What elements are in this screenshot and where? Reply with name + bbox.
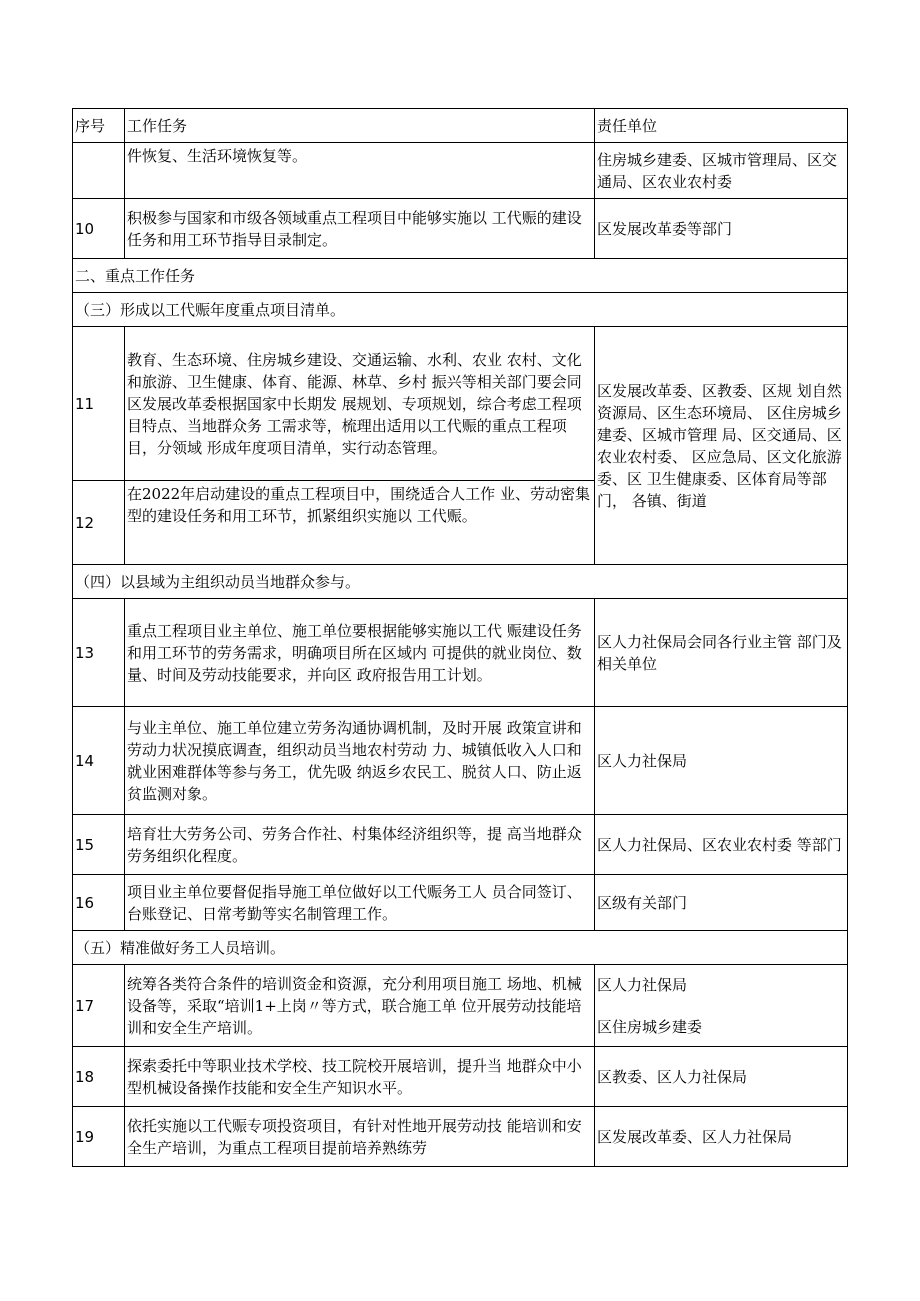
table-header-row — [73, 109, 848, 143]
subsection-heading: （五）精准做好务工人员培训。 — [73, 931, 848, 965]
row-task: 统筹各类符合条件的培训资金和资源，充分利用项目施工 场地、机械设备等，采取“培训1+上岗〃等方式，联合施工单 位开展劳动技能培训和安全生产培训。 — [125, 965, 595, 1047]
row-task: 依托实施以工代赈专项投资项目，有针对性地开展劳动技 能培训和安全生产培训，为重点工程项目提前培养熟练劳 — [125, 1107, 595, 1167]
table-row — [73, 143, 848, 199]
table-row — [73, 327, 848, 481]
row-no: 10 — [73, 199, 125, 259]
table-row — [73, 599, 848, 707]
row-task: 培育壮大劳务公司、劳务合作社、村集体经济组织等，提 高当地群众劳务组织化程度。 — [125, 815, 595, 875]
row-unit-line: 区人力社保局 — [597, 975, 688, 994]
row-no: 15 — [73, 815, 125, 875]
row-task: 积极参与国家和市级各领域重点工程项目中能够实施以 工代赈的建设任务和用工环节指导目录制定。 — [125, 199, 595, 259]
row-unit: 区发展改革委、区人力社保局 — [595, 1107, 848, 1167]
header-no: 序号 — [73, 109, 125, 143]
row-unit-line: 区住房城乡建委 — [597, 1017, 703, 1036]
row-unit: 区教委、区人力社保局 — [595, 1047, 848, 1107]
row-task: 项目业主单位要督促指导施工单位做好以工代赈务工人 员合同签订、台账登记、日常考勤等实名制管理工作。 — [125, 875, 595, 931]
row-unit: 区级有关部门 — [595, 875, 848, 931]
table-row — [73, 707, 848, 815]
row-no: 14 — [73, 707, 125, 815]
header-unit: 责任单位 — [595, 109, 848, 143]
row-unit: 住房城乡建委、区城市管理局、区交通局、区农业农村委 — [595, 143, 848, 199]
row-task: 在2022年启动建设的重点工程项目中，围绕适合人工作 业、劳动密集型的建设任务和用工环节，抓紧组织实施以 工代赈。 — [125, 481, 595, 565]
row-no: 13 — [73, 599, 125, 707]
row-task: 与业主单位、施工单位建立劳务沟通协调机制，及时开展 政策宣讲和劳动力状况摸底调查，组织动员当地农村劳动 力、城镇低收入人口和就业困难群体等参与务工，优先吸 纳返乡农民工、脱贫人口、防止返贫监测对象。 — [125, 707, 595, 815]
spacer — [597, 996, 845, 1016]
row-unit: 区人力社保局、区农业农村委 等部门 — [595, 815, 848, 875]
row-no: 16 — [73, 875, 125, 931]
section-heading-row — [73, 259, 848, 293]
section-heading: 二、重点工作任务 — [73, 259, 848, 293]
row-task: 件恢复、生活环境恢复等。 — [125, 143, 595, 199]
row-unit: 区人力社保局 — [595, 707, 848, 815]
row-no: 11 — [73, 327, 125, 481]
row-unit: 区人力社保局会同各行业主管 部门及相关单位 — [595, 599, 848, 707]
subsection-heading: （四）以县域为主组织动员当地群众参与。 — [73, 565, 848, 599]
row-task: 重点工程项目业主单位、施工单位要根据能够实施以工代 赈建设任务和用工环节的劳务需求，明确项目所在区域内 可提供的就业岗位、数量、时间及劳动技能要求，并向区 政府报告用工计划。 — [125, 599, 595, 707]
subsection-row — [73, 565, 848, 599]
table-row — [73, 1107, 848, 1167]
subsection-row — [73, 293, 848, 327]
row-task: 探索委托中等职业技术学校、技工院校开展培训，提升当 地群众中小型机械设备操作技能和安全生产知识水平。 — [125, 1047, 595, 1107]
table-row — [73, 1047, 848, 1107]
row-unit — [595, 965, 848, 1047]
row-no: 18 — [73, 1047, 125, 1107]
row-no: 17 — [73, 965, 125, 1047]
row-no: 19 — [73, 1107, 125, 1167]
row-unit: 区发展改革委、区教委、区规 划自然资源局、区生态环境局、 区住房城乡建委、区城市管理 局、区交通局、区农业农村委、 区应急局、区文化旅游委、区 卫生健康委、区体育局等部门， 各镇、街道 — [595, 327, 848, 565]
table-row — [73, 965, 848, 1047]
row-no: 12 — [73, 481, 125, 565]
subsection-heading: （三）形成以工代赈年度重点项目清单。 — [73, 293, 848, 327]
row-no — [73, 143, 125, 199]
subsection-row — [73, 931, 848, 965]
row-unit: 区发展改革委等部门 — [595, 199, 848, 259]
row-task: 教育、生态环境、住房城乡建设、交通运输、水利、农业 农村、文化和旅游、卫生健康、体育、能源、林草、乡村 振兴等相关部门要会同区发展改革委根据国家中长期发 展规划、专项规划，综合考虑工程项目特点、当地群众务 工需求等，梳理出适用以工代赈的重点工程项目，分领域 形成年度项目清单，实行动态管理。 — [125, 327, 595, 481]
table-row — [73, 875, 848, 931]
table-row — [73, 815, 848, 875]
header-task: 工作任务 — [125, 109, 595, 143]
task-table — [72, 108, 848, 1167]
table-row — [73, 199, 848, 259]
